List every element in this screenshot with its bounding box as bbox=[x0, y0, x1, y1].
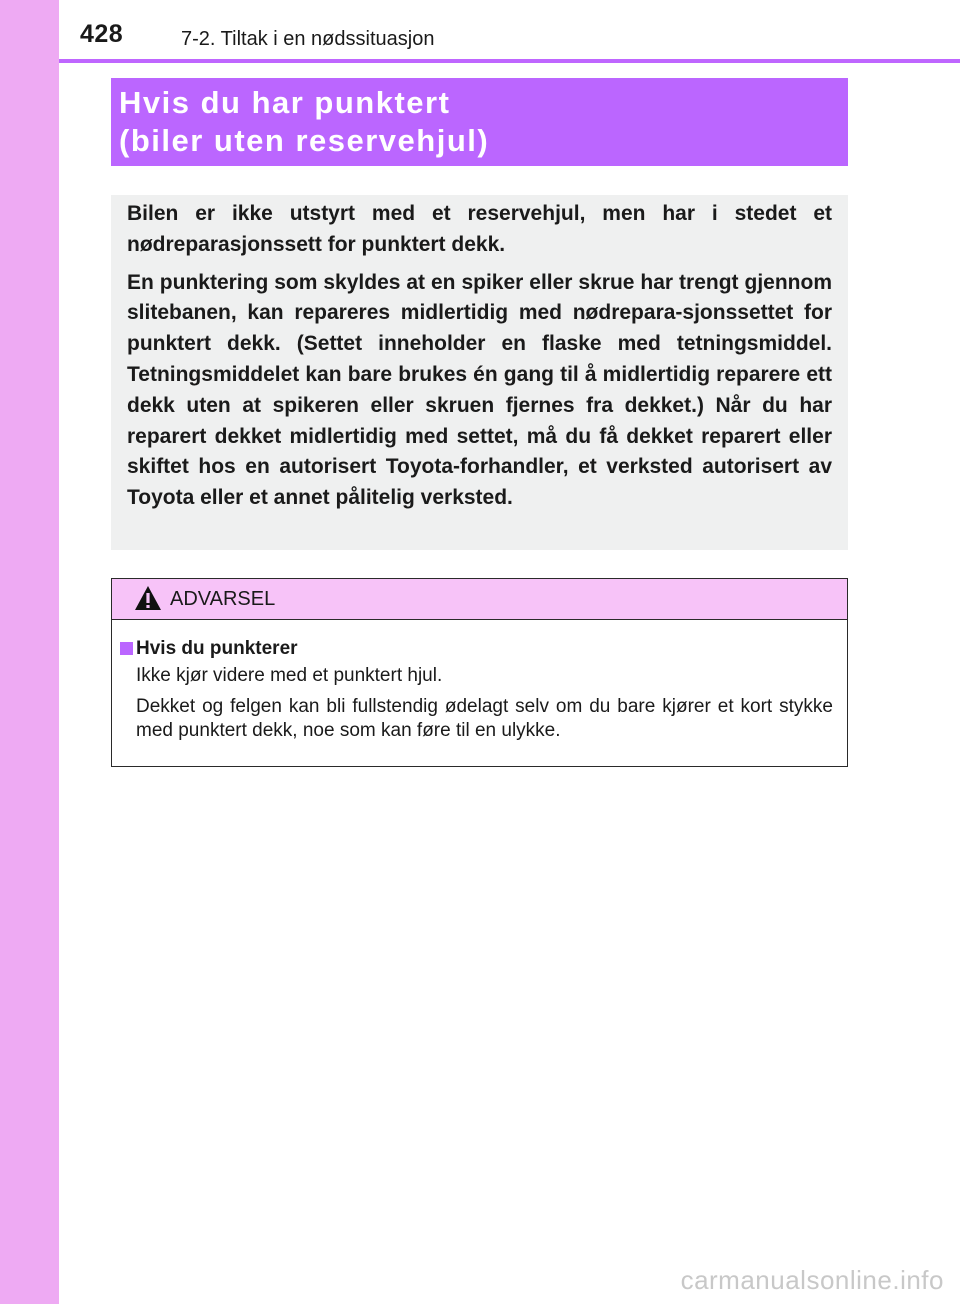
warning-label: ADVARSEL bbox=[170, 588, 276, 610]
warning-triangle-icon bbox=[134, 585, 162, 611]
warning-box bbox=[111, 578, 848, 767]
page-title-banner bbox=[111, 78, 848, 166]
page-number: 428 bbox=[80, 20, 124, 48]
header-divider bbox=[59, 59, 960, 63]
page-title-line-1: Hvis du har punktert bbox=[119, 85, 451, 120]
page-title-line-2: (biler uten reservehjul) bbox=[119, 123, 490, 158]
warning-body bbox=[112, 620, 847, 743]
warning-heading: Hvis du punkterer bbox=[136, 638, 298, 659]
side-tab-strip bbox=[0, 0, 59, 1304]
intro-paragraph: En punktering som skyldes at en spiker eller skrue har trengt gjennom slitebanen, kan repareres midlertidig med nødrepara-sjonssettet for punktert dekk. (Settet inneholder en flaske med tetningsmiddel. Tetningsmiddelet kan bare brukes én gang til å midlertidig reparere ett dekk uten at spikeren eller skruen fjernes fra dekket.) Når du har reparert dekket midlertidig med settet, må du få dekket reparert eller skiftet hos en autorisert Toyota-forhandler, et verksted autorisert av Toyota eller et annet pålitelig verksted. bbox=[127, 270, 832, 510]
intro-box bbox=[111, 195, 848, 550]
intro-paragraph: Bilen er ikke utstyrt med et reservehjul, men har i stedet et nødreparasjonssett for punktert dekk. bbox=[127, 202, 832, 256]
warning-header bbox=[112, 579, 847, 620]
warning-text: Ikke kjør videre med et punktert hjul. bbox=[136, 665, 443, 686]
bullet-square-icon bbox=[120, 642, 133, 655]
watermark: carmanualsonline.info bbox=[680, 1265, 944, 1295]
warning-detail: Dekket og felgen kan bli fullstendig ødelagt selv om du bare kjører et kort stykke med punktert dekk, noe som kan føre til en ulykke. bbox=[136, 696, 833, 741]
section-title: 7-2. Tiltak i en nødssituasjon bbox=[181, 28, 435, 50]
